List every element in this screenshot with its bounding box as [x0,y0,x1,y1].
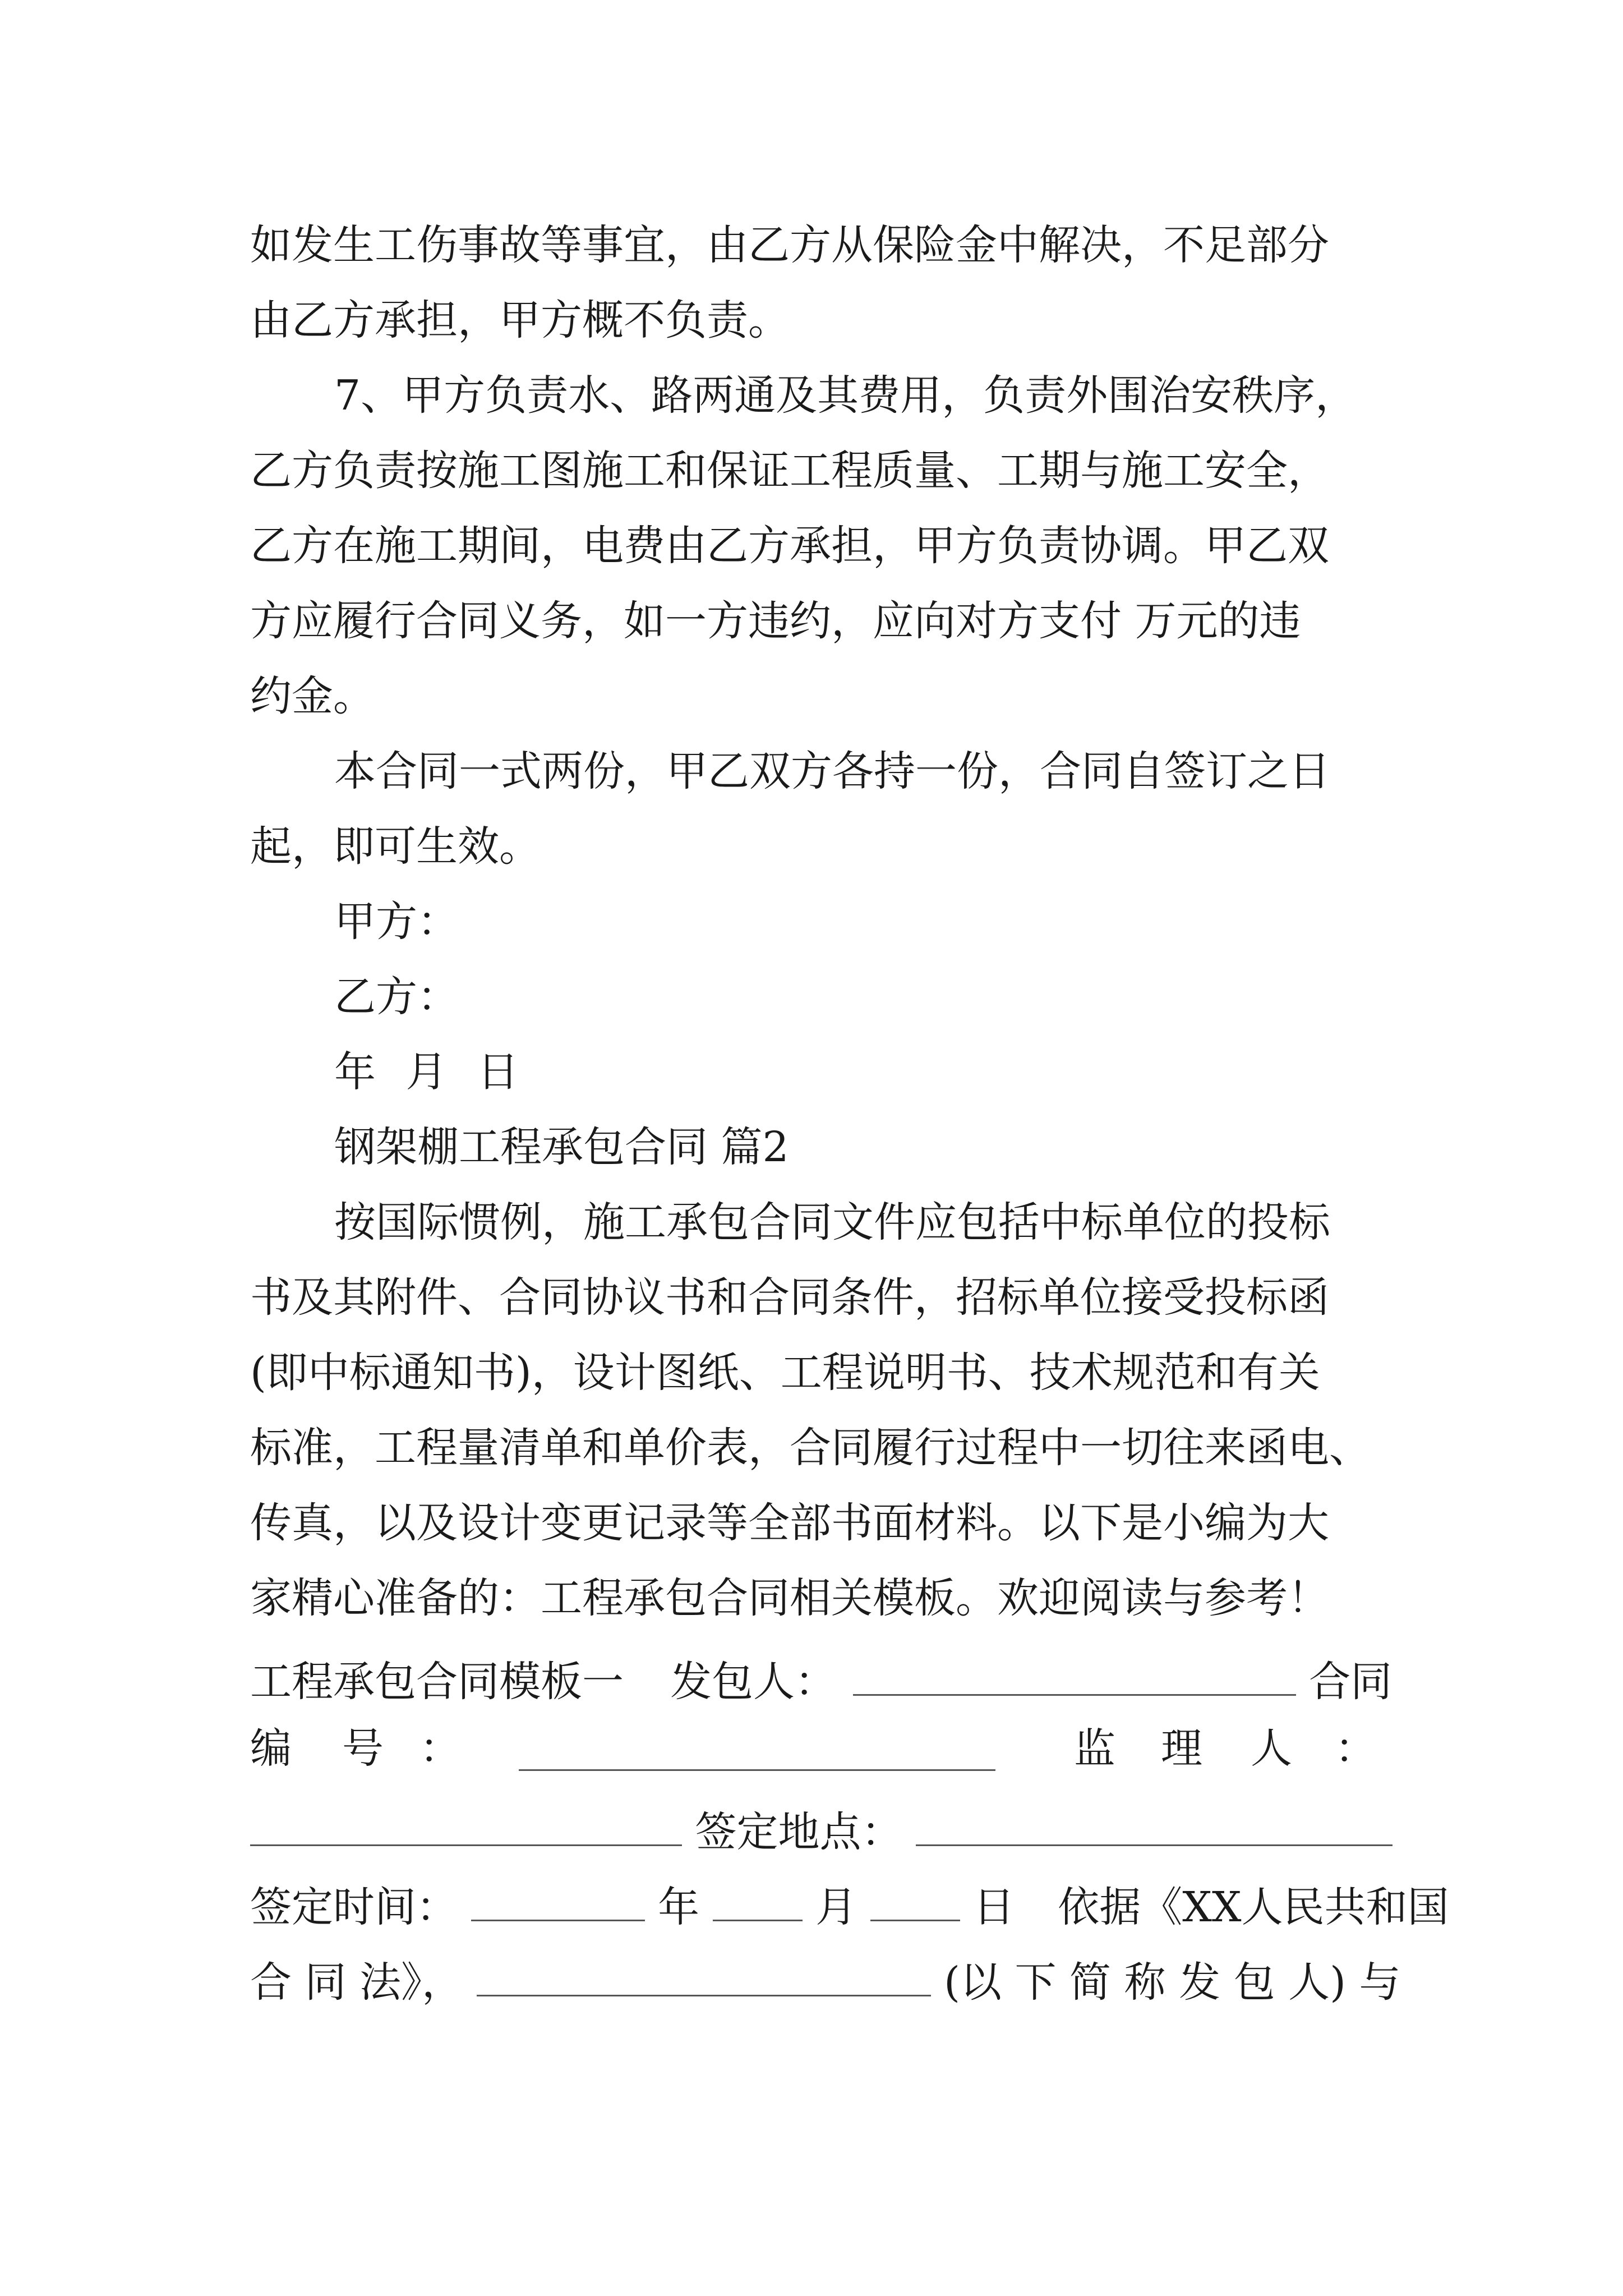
form-line-law [250,1953,1401,2007]
template-title: 工程承包合同模板一 [250,1658,624,1706]
form-line-place [250,1803,1393,1856]
contract-number-blank[interactable] [519,1728,995,1771]
section-heading: 钢架棚工程承包合同 篇2 [334,1123,789,1171]
contract-number-field [519,1728,995,1778]
day-label: 日 [973,1883,1015,1931]
year-label: 年 [658,1883,700,1931]
party-a-label: 甲方： [334,898,459,946]
form-line-number [250,1724,292,1773]
clause-7-line: 7、甲方负责水、路两通及其费用，负责外围治安秩序， [334,371,1357,420]
supervisor-blank[interactable] [250,1803,682,1846]
employer-blank[interactable] [853,1653,1296,1696]
paragraph-line: 书及其附件、合同协议书和合同条件，招标单位接受投标函 [250,1273,1329,1322]
paragraph-line: 如发生工伤事故等事宜，由乙方从保险金中解决，不足部分 [250,221,1329,269]
employer-name-blank[interactable] [477,1953,931,1996]
paragraph-line: 家精心准备的：工程承包合同相关模板。欢迎阅读与参考！ [250,1574,1329,1622]
paragraph-line: 方应履行合同义务，如一方违约，应向对方支付 万元的违 [250,597,1301,645]
supervisor-b: 理 [1161,1724,1202,1773]
employer-label: 发包人： [670,1658,837,1706]
contract-label-a: 合同 [1309,1658,1393,1706]
date-line: 年 月 日 [334,1048,519,1096]
form-line-time [250,1878,1449,1931]
paragraph-line: 传真，以及设计变更记录等全部书面材料。以下是小编为大 [250,1499,1329,1547]
place-label: 签定地点： [695,1808,903,1856]
abbrev-text: (以 下 简 称 发 包 人) 与 [944,1958,1401,2007]
place-blank[interactable] [916,1803,1393,1846]
paragraph-line: 标准，工程量清单和单价表，合同履行过程中一切往来函电、 [250,1424,1371,1472]
party-b-label: 乙方： [334,973,459,1021]
time-label: 签定时间： [250,1883,458,1931]
basis-text: 依据《XX人民共和国 [1058,1883,1449,1931]
paragraph-line: 乙方在施工期间，电费由乙方承担，甲方负责协调。甲乙双 [250,522,1329,570]
day-blank[interactable] [870,1878,960,1921]
paragraph-line: 本合同一式两份，甲乙双方各持一份，合同自签订之日 [334,747,1330,795]
contract-label-c: 号 [342,1724,384,1773]
month-blank[interactable] [713,1878,803,1921]
colon: ： [1335,1724,1376,1773]
contract-label-b: 编 [250,1724,292,1773]
paragraph-line: (即中标通知书)，设计图纸、工程说明书、技术规范和有关 [250,1349,1320,1397]
colon: ： [419,1724,461,1773]
law-text: 合 同 法》， [250,1958,464,2007]
paragraph-line: 按国际惯例，施工承包合同文件应包括中标单位的投标 [334,1198,1330,1246]
paragraph-line: 约金。 [250,672,375,720]
supervisor-a: 监 [1074,1724,1115,1773]
form-line-employer [250,1653,1393,1706]
supervisor-c: 人 [1251,1724,1292,1773]
year-blank[interactable] [471,1878,645,1921]
month-label: 月 [815,1883,857,1931]
paragraph-line: 由乙方承担，甲方概不负责。 [250,296,790,344]
paragraph-line: 乙方负责按施工图施工和保证工程质量、工期与施工安全， [250,447,1329,495]
paragraph-line: 起，即可生效。 [250,822,541,871]
